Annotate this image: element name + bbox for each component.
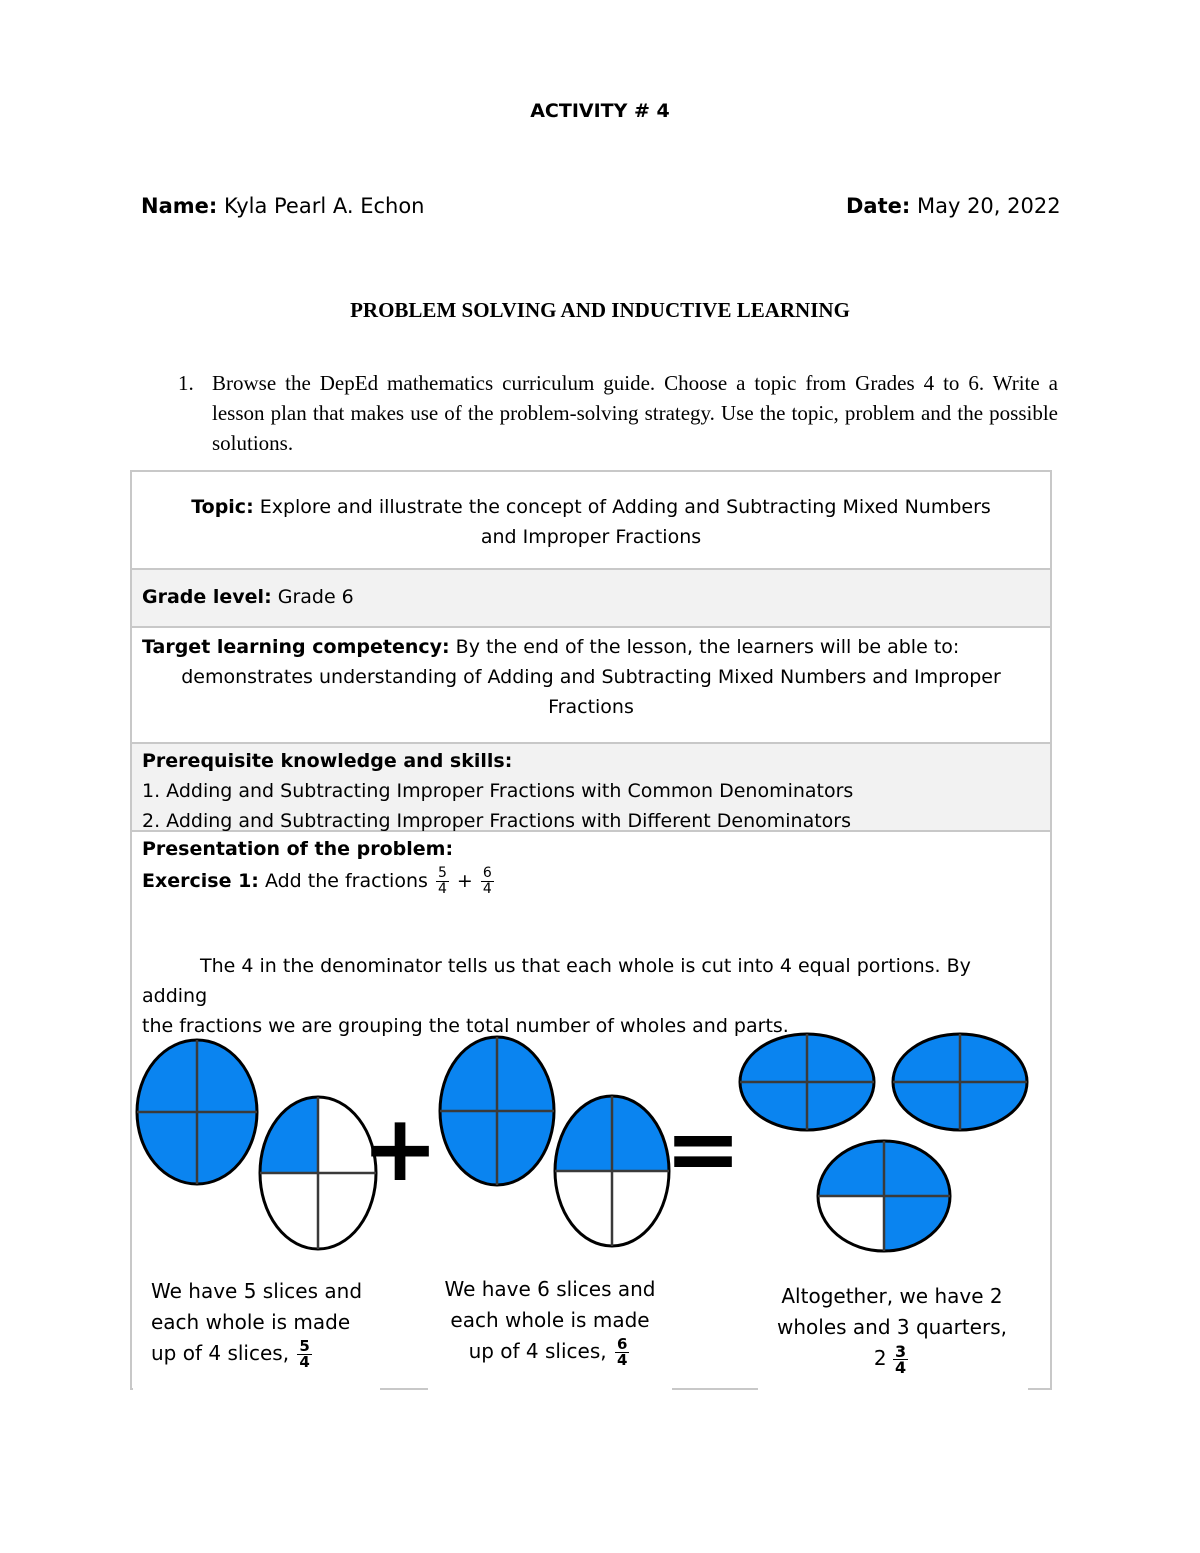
- presentation-label: Presentation of the problem:: [142, 838, 454, 860]
- plus-symbol: +: [361, 1095, 439, 1202]
- caption-first-addend: [151, 1276, 391, 1370]
- explanation-line-1: The 4 in the denominator tells us that each whole is cut into 4 equal portions. By adding: [142, 955, 971, 1007]
- caption-line: Altogether, we have 2: [781, 1284, 1003, 1308]
- fraction-denominator: 4: [894, 1358, 907, 1377]
- exercise-plus-sign: +: [456, 870, 473, 892]
- table-bottom-border: [380, 1388, 428, 1390]
- competency-intro: By the end of the lesson, the learners will be able to:: [455, 636, 960, 658]
- prerequisite-label: Prerequisite knowledge and skills:: [142, 750, 513, 772]
- whole-circle: [893, 1034, 1027, 1130]
- exercise-label: Exercise 1:: [142, 870, 259, 892]
- table-bottom-border: [130, 1388, 133, 1390]
- fraction-denominator: 4: [616, 1351, 628, 1369]
- date-value: May 20, 2022: [916, 194, 1061, 218]
- fraction-denominator: 4: [299, 1353, 310, 1371]
- caption-line: up of 4 slices,: [151, 1341, 290, 1365]
- name-value: Kyla Pearl A. Echon: [223, 194, 425, 218]
- name-label: Name:: [141, 194, 218, 218]
- caption-fraction: [297, 1339, 311, 1370]
- prerequisite-item: 2. Adding and Subtracting Improper Fractions with Different Denominators: [142, 810, 852, 832]
- fraction-numerator: 5: [299, 1337, 310, 1355]
- exercise-text: Add the fractions: [264, 870, 428, 892]
- topic-line-1: Explore and illustrate the concept of Adding and Subtracting Mixed Numbers: [259, 496, 991, 518]
- caption-fraction: [893, 1344, 908, 1375]
- caption-second-addend: [430, 1274, 670, 1368]
- table-bottom-border: [672, 1388, 758, 1390]
- caption-line: up of 4 slices,: [468, 1339, 607, 1363]
- whole-circle: [740, 1034, 874, 1130]
- topic-label: Topic:: [191, 496, 254, 518]
- document-title: PROBLEM SOLVING AND INDUCTIVE LEARNING: [350, 298, 850, 322]
- caption-line: We have 5 slices and: [151, 1279, 363, 1303]
- competency-line-1: demonstrates understanding of Adding and Subtracting Mixed Numbers and Improper: [181, 666, 1001, 688]
- mixed-number-whole: 2: [873, 1346, 887, 1370]
- table-bottom-border: [1028, 1388, 1052, 1390]
- caption-fraction: [615, 1337, 629, 1368]
- explanation-line-2: the fractions we are grouping the total number of wholes and parts.: [142, 1015, 789, 1037]
- partial-circle: [260, 1097, 376, 1249]
- whole-circle: [137, 1040, 257, 1184]
- activity-heading: ACTIVITY # 4: [530, 100, 670, 122]
- competency-label: Target learning competency:: [142, 636, 450, 658]
- topic-line-2: and Improper Fractions: [480, 526, 702, 548]
- caption-line: We have 6 slices and: [444, 1277, 656, 1301]
- caption-line: each whole is made: [450, 1308, 650, 1332]
- grade-value: Grade 6: [277, 586, 354, 608]
- fraction-numerator: 6: [616, 1335, 628, 1353]
- competency-line-2: Fractions: [548, 696, 634, 718]
- date-label: Date:: [846, 194, 911, 218]
- prerequisite-item: 1. Adding and Subtracting Improper Fractions with Common Denominators: [142, 780, 854, 802]
- caption-sum: [762, 1281, 1022, 1375]
- fraction-numerator: 3: [894, 1342, 907, 1361]
- caption-line: wholes and 3 quarters,: [777, 1315, 1007, 1339]
- grade-label: Grade level:: [142, 586, 272, 608]
- instruction-number: 1.: [178, 371, 194, 395]
- partial-circle: [818, 1141, 950, 1251]
- fraction-numerator: 5: [437, 865, 447, 881]
- fraction-numerator: 6: [482, 865, 492, 881]
- equals-symbol: =: [664, 1095, 742, 1202]
- fraction-denominator: 4: [482, 881, 492, 897]
- instruction-text: Browse the DepEd mathematics curriculum guide. Choose a topic from Grades 4 to 6. Write a lesson plan that makes use of the problem-solving strategy. Use the topic, problem and the possible solutions.: [212, 371, 1058, 455]
- whole-circle: [440, 1037, 554, 1185]
- partial-circle: [555, 1096, 669, 1246]
- fraction-denominator: 4: [437, 881, 447, 897]
- caption-line: each whole is made: [151, 1310, 351, 1334]
